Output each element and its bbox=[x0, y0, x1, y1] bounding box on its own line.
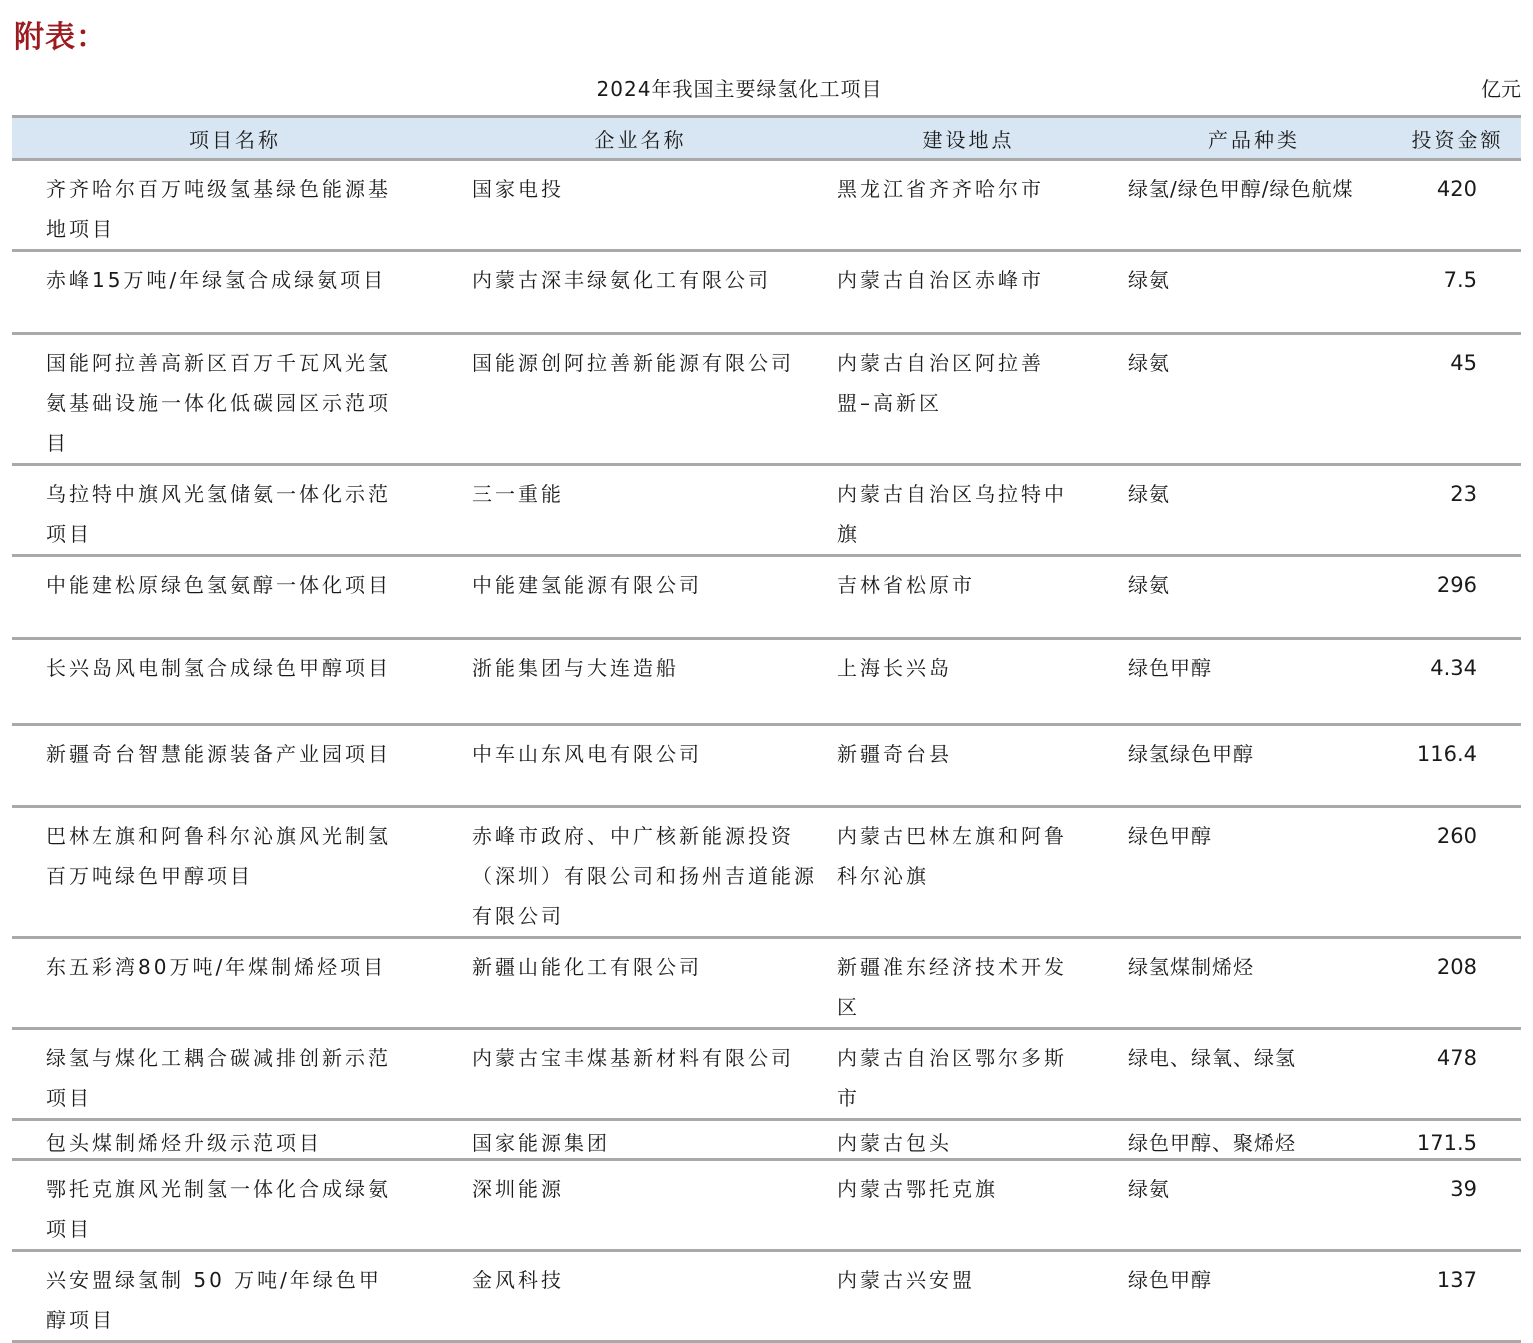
cell-location: 内蒙古自治区乌拉特中旗 bbox=[823, 465, 1114, 556]
cell-project-name: 赤峰15万吨/年绿氢合成绿氨项目 bbox=[12, 251, 458, 334]
cell-project-name: 乌拉特中旗风光氢储氨一体化示范项目 bbox=[12, 465, 458, 556]
table-row bbox=[12, 1120, 1521, 1160]
cell-product-type: 绿氨 bbox=[1114, 465, 1394, 556]
cell-location: 内蒙古包头 bbox=[823, 1120, 1114, 1160]
cell-investment-amount: 137 bbox=[1394, 1251, 1521, 1342]
cell-project-name: 国能阿拉善高新区百万千瓦风光氢氨基础设施一体化低碳园区示范项目 bbox=[12, 334, 458, 465]
cell-project-name: 包头煤制烯烃升级示范项目 bbox=[12, 1120, 458, 1160]
cell-company-name: 内蒙古宝丰煤基新材料有限公司 bbox=[458, 1029, 823, 1120]
cell-location: 上海长兴岛 bbox=[823, 639, 1114, 725]
cell-company-name: 国家能源集团 bbox=[458, 1120, 823, 1160]
table-row bbox=[12, 334, 1521, 465]
table-row bbox=[12, 465, 1521, 556]
page-heading: 附表： bbox=[14, 20, 107, 55]
table-row bbox=[12, 725, 1521, 807]
table-title: 2024年我国主要绿氢化工项目 bbox=[596, 77, 883, 101]
cell-project-name: 齐齐哈尔百万吨级氢基绿色能源基地项目 bbox=[12, 160, 458, 251]
cell-product-type: 绿色甲醇 bbox=[1114, 639, 1394, 725]
table-row bbox=[12, 938, 1521, 1029]
header-company-name: 企业名称 bbox=[458, 117, 823, 160]
table-row bbox=[12, 639, 1521, 725]
cell-product-type: 绿电、绿氧、绿氢 bbox=[1114, 1029, 1394, 1120]
cell-location: 新疆准东经济技术开发区 bbox=[823, 938, 1114, 1029]
cell-location: 内蒙古自治区赤峰市 bbox=[823, 251, 1114, 334]
table-header-row bbox=[12, 117, 1521, 160]
cell-product-type: 绿色甲醇、聚烯烃 bbox=[1114, 1120, 1394, 1160]
cell-project-name: 新疆奇台智慧能源装备产业园项目 bbox=[12, 725, 458, 807]
cell-investment-amount: 208 bbox=[1394, 938, 1521, 1029]
cell-product-type: 绿氨 bbox=[1114, 556, 1394, 639]
cell-location: 黑龙江省齐齐哈尔市 bbox=[823, 160, 1114, 251]
cell-project-name: 东五彩湾80万吨/年煤制烯烃项目 bbox=[12, 938, 458, 1029]
cell-product-type: 绿氨 bbox=[1114, 251, 1394, 334]
cell-location: 吉林省松原市 bbox=[823, 556, 1114, 639]
cell-company-name: 国能源创阿拉善新能源有限公司 bbox=[458, 334, 823, 465]
table-row bbox=[12, 251, 1521, 334]
cell-company-name: 内蒙古深丰绿氨化工有限公司 bbox=[458, 251, 823, 334]
cell-project-name: 绿氢与煤化工耦合碳减排创新示范项目 bbox=[12, 1029, 458, 1120]
table-row bbox=[12, 807, 1521, 938]
cell-company-name: 赤峰市政府、中广核新能源投资（深圳）有限公司和扬州吉道能源有限公司 bbox=[458, 807, 823, 938]
table-row bbox=[12, 556, 1521, 639]
table-unit: 亿元 bbox=[1481, 77, 1521, 101]
cell-product-type: 绿氢绿色甲醇 bbox=[1114, 725, 1394, 807]
cell-project-name: 巴林左旗和阿鲁科尔沁旗风光制氢百万吨绿色甲醇项目 bbox=[12, 807, 458, 938]
table-row bbox=[12, 1251, 1521, 1342]
cell-project-name: 鄂托克旗风光制氢一体化合成绿氨项目 bbox=[12, 1160, 458, 1251]
cell-location: 内蒙古兴安盟 bbox=[823, 1251, 1114, 1342]
header-product-type: 产品种类 bbox=[1114, 117, 1394, 160]
cell-location: 内蒙古自治区鄂尔多斯市 bbox=[823, 1029, 1114, 1120]
cell-investment-amount: 420 bbox=[1394, 160, 1521, 251]
cell-investment-amount: 7.5 bbox=[1394, 251, 1521, 334]
cell-company-name: 新疆山能化工有限公司 bbox=[458, 938, 823, 1029]
header-project-name: 项目名称 bbox=[12, 117, 458, 160]
cell-company-name: 三一重能 bbox=[458, 465, 823, 556]
header-investment-amount: 投资金额 bbox=[1394, 117, 1521, 160]
cell-product-type: 绿氢煤制烯烃 bbox=[1114, 938, 1394, 1029]
cell-company-name: 金风科技 bbox=[458, 1251, 823, 1342]
cell-product-type: 绿色甲醇 bbox=[1114, 807, 1394, 938]
cell-project-name: 长兴岛风电制氢合成绿色甲醇项目 bbox=[12, 639, 458, 725]
cell-investment-amount: 23 bbox=[1394, 465, 1521, 556]
cell-product-type: 绿氢/绿色甲醇/绿色航煤 bbox=[1114, 160, 1394, 251]
cell-product-type: 绿氨 bbox=[1114, 334, 1394, 465]
table-row bbox=[12, 1029, 1521, 1120]
cell-company-name: 国家电投 bbox=[458, 160, 823, 251]
header-location: 建设地点 bbox=[823, 117, 1114, 160]
cell-investment-amount: 478 bbox=[1394, 1029, 1521, 1120]
cell-investment-amount: 296 bbox=[1394, 556, 1521, 639]
cell-investment-amount: 39 bbox=[1394, 1160, 1521, 1251]
cell-project-name: 中能建松原绿色氢氨醇一体化项目 bbox=[12, 556, 458, 639]
projects-table bbox=[12, 115, 1521, 1343]
cell-investment-amount: 260 bbox=[1394, 807, 1521, 938]
cell-company-name: 深圳能源 bbox=[458, 1160, 823, 1251]
cell-company-name: 中能建氢能源有限公司 bbox=[458, 556, 823, 639]
cell-location: 内蒙古鄂托克旗 bbox=[823, 1160, 1114, 1251]
table-row bbox=[12, 1160, 1521, 1251]
cell-location: 内蒙古巴林左旗和阿鲁科尔沁旗 bbox=[823, 807, 1114, 938]
cell-company-name: 中车山东风电有限公司 bbox=[458, 725, 823, 807]
cell-investment-amount: 171.5 bbox=[1394, 1120, 1521, 1160]
cell-product-type: 绿氨 bbox=[1114, 1160, 1394, 1251]
cell-project-name: 兴安盟绿氢制 50 万吨/年绿色甲醇项目 bbox=[12, 1251, 458, 1342]
cell-location: 新疆奇台县 bbox=[823, 725, 1114, 807]
cell-investment-amount: 116.4 bbox=[1394, 725, 1521, 807]
cell-location: 内蒙古自治区阿拉善盟–高新区 bbox=[823, 334, 1114, 465]
cell-investment-amount: 4.34 bbox=[1394, 639, 1521, 725]
cell-company-name: 浙能集团与大连造船 bbox=[458, 639, 823, 725]
cell-product-type: 绿色甲醇 bbox=[1114, 1251, 1394, 1342]
table-caption bbox=[12, 74, 1521, 104]
table-row bbox=[12, 160, 1521, 251]
cell-investment-amount: 45 bbox=[1394, 334, 1521, 465]
